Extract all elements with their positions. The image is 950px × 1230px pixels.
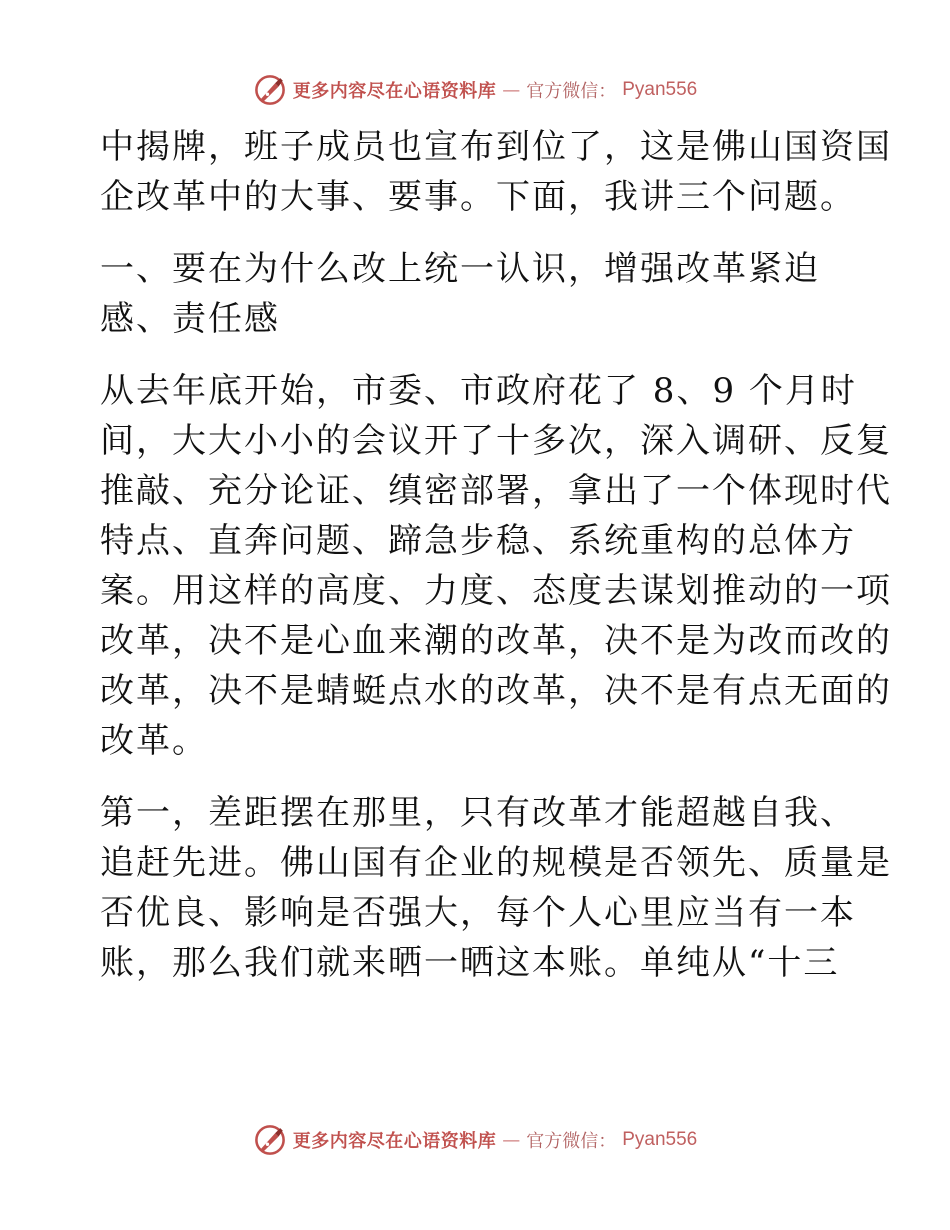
text-line: 改革，决不是心血来潮的改革，决不是为改而改的 [100,621,892,661]
text-line: 一、要在为什么改上统一认识，增强改革紧迫 [100,249,820,289]
section-heading [100,244,850,344]
text-line: 间，大大小小的会议开了十多次，深入调研、反复 [100,421,892,461]
text-line: 推敲、充分论证、缜密部署，拿出了一个体现时代 [100,471,892,511]
paragraph-body [100,366,892,766]
text-line: 感、责任感 [100,299,280,339]
watermark-wechat-id: Pyan556 [622,1129,698,1150]
document-body [100,122,892,988]
footer-watermark [0,1120,950,1160]
text-line: 企改革中的大事、要事。下面，我讲三个问题。 [100,177,856,217]
header-watermark [0,70,950,110]
text-line: 特点、直奔问题、蹄急步稳、系统重构的总体方 [100,521,856,561]
paragraph-intro [100,122,892,222]
watermark-main-text: 更多内容尽在心语资料库 [292,81,497,102]
watermark-official-label: 官方微信： [526,81,617,102]
paragraph-first-point [100,788,892,988]
text-line: 案。用这样的高度、力度、态度去谋划推动的一项 [100,571,892,611]
text-line: 账，那么我们就来晒一晒这本账。单纯从“十三 [100,943,840,983]
text-line: 中揭牌，班子成员也宣布到位了，这是佛山国资国 [100,127,892,167]
pen-nib-logo-icon [253,73,287,107]
watermark-wechat-id: Pyan556 [622,79,698,100]
watermark-official-label: 官方微信： [526,1131,617,1152]
text-line: 改革。 [100,721,208,761]
watermark-main-text: 更多内容尽在心语资料库 [292,1131,497,1152]
text-line: 否优良、影响是否强大，每个人心里应当有一本 [100,893,856,933]
text-line: 追赶先进。佛山国有企业的规模是否领先、质量是 [100,843,892,883]
watermark-dash: — [502,79,521,101]
text-line: 改革，决不是蜻蜓点水的改革，决不是有点无面的 [100,671,892,711]
text-line: 第一，差距摆在那里，只有改革才能超越自我、 [100,793,856,833]
pen-nib-logo-icon [253,1123,287,1157]
text-line: 从去年底开始，市委、市政府花了 8、9 个月时 [100,371,857,411]
watermark-dash: — [502,1129,521,1151]
